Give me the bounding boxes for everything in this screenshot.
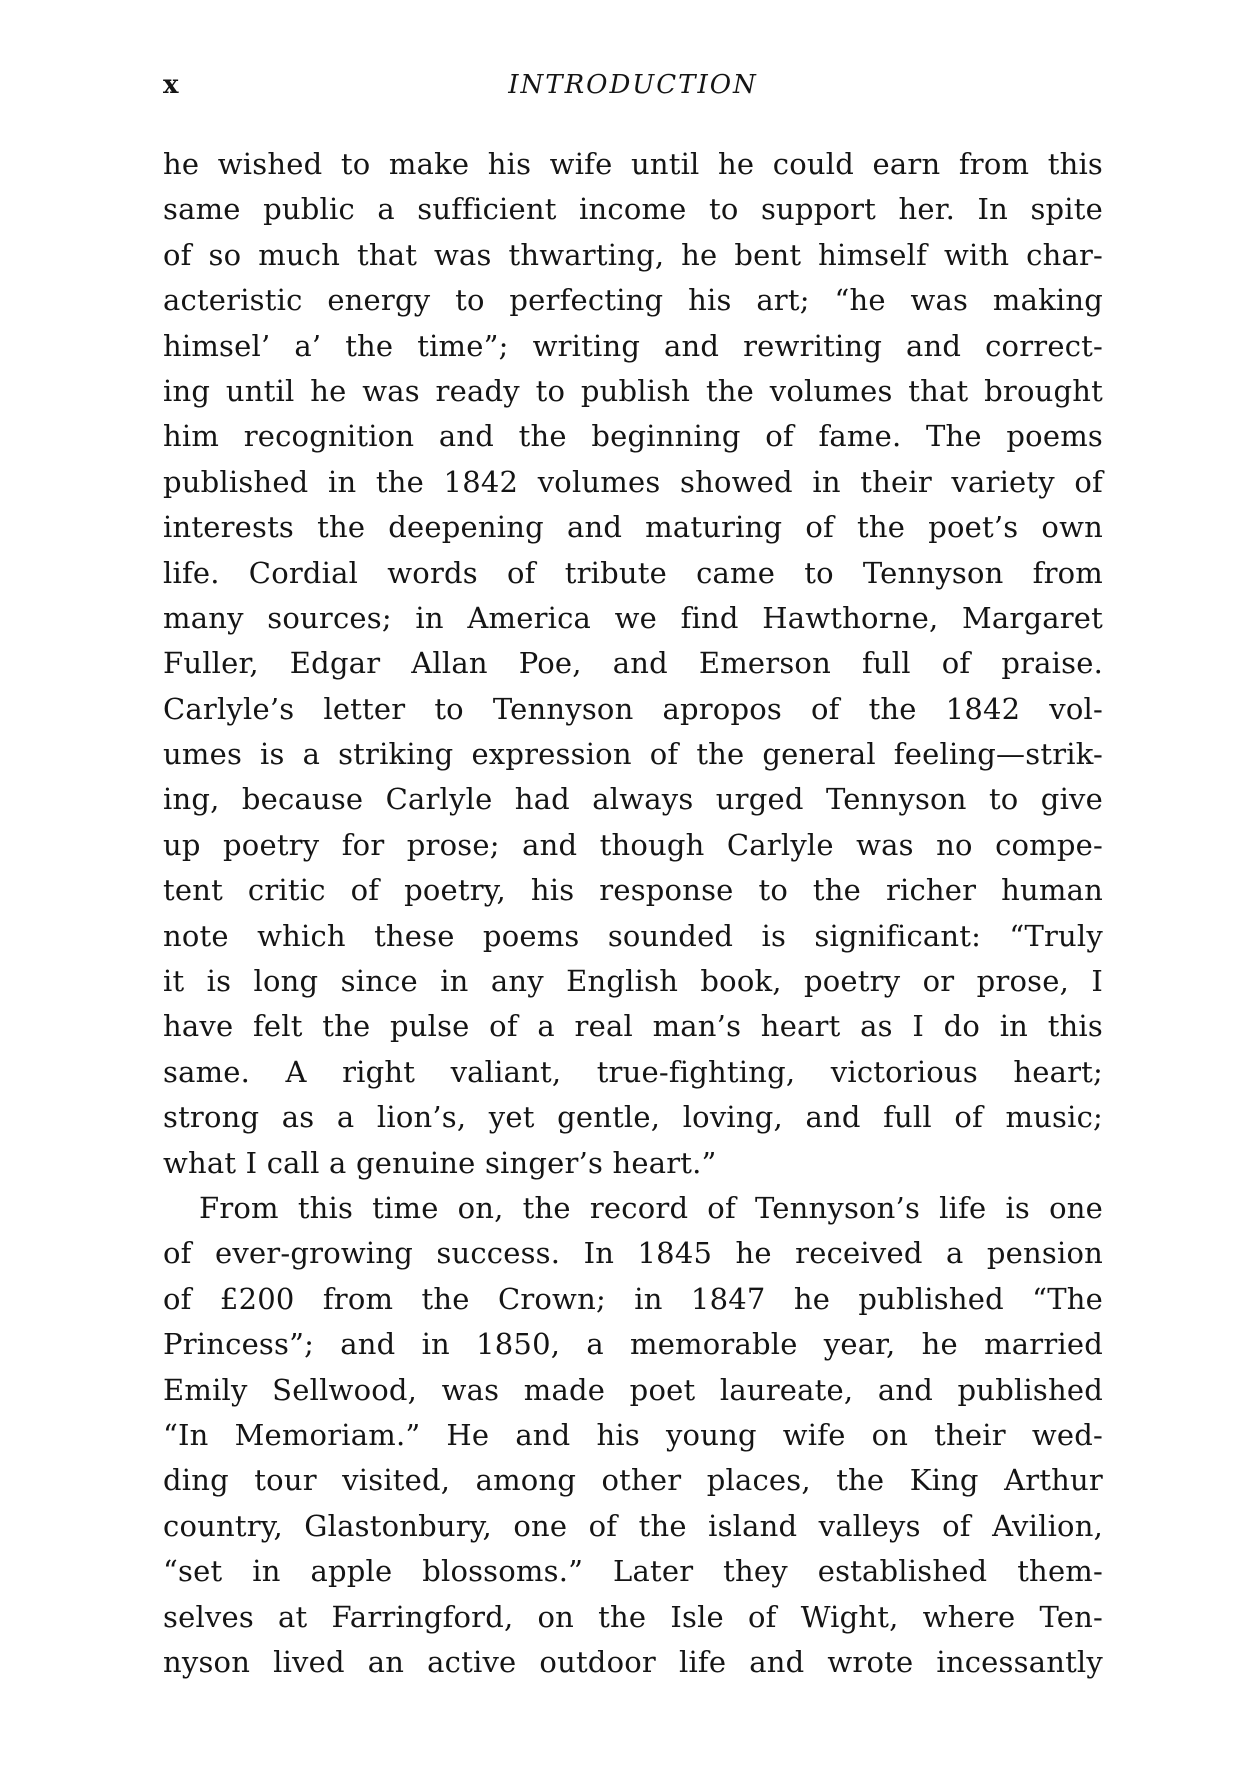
text-line: Emily Sellwood, was made poet laureate, and published bbox=[163, 1372, 1103, 1407]
text-line: life. Cordial words of tribute came to Tennyson from bbox=[163, 555, 1103, 590]
text-line: up poetry for prose; and though Carlyle was no compe- bbox=[163, 827, 1103, 862]
text-line: Carlyle’s letter to Tennyson apropos of the 1842 vol- bbox=[163, 691, 1103, 726]
text-line: acteristic energy to perfecting his art; “he was making bbox=[163, 283, 1103, 318]
text-line: of £200 from the Crown; in 1847 he published “The bbox=[163, 1281, 1103, 1316]
text-line: of ever-growing success. In 1845 he received a pension bbox=[163, 1236, 1103, 1271]
text-line: note which these poems sounded is significant: “Truly bbox=[163, 918, 1103, 953]
text-line: selves at Farringford, on the Isle of Wight, where Ten- bbox=[163, 1599, 1103, 1634]
text-line: many sources; in America we find Hawthorne, Margaret bbox=[163, 600, 1103, 635]
text-line: same public a sufficient income to support her. In spite bbox=[163, 192, 1103, 227]
body-text bbox=[163, 142, 1103, 1685]
text-line: published in the 1842 volumes showed in their variety of bbox=[163, 464, 1103, 499]
text-line: he wished to make his wife until he could earn from this bbox=[163, 147, 1103, 181]
text-line: same. A right valiant, true-fighting, victorious heart; bbox=[163, 1054, 1103, 1089]
text-line: ing until he was ready to publish the volumes that brought bbox=[163, 373, 1103, 408]
text-line: country, Glastonbury, one of the island valleys of Avilion, bbox=[163, 1508, 1103, 1543]
running-head: INTRODUCTION bbox=[508, 70, 758, 100]
page-header bbox=[163, 64, 1103, 106]
text-line: of so much that was thwarting, he bent himself with char- bbox=[163, 237, 1103, 272]
text-line: ing, because Carlyle had always urged Tennyson to give bbox=[163, 782, 1103, 817]
text-line: umes is a striking expression of the general feeling—strik- bbox=[163, 737, 1103, 772]
text-line: have felt the pulse of a real man’s heart as I do in this bbox=[163, 1009, 1103, 1044]
text-line: strong as a lion’s, yet gentle, loving, and full of music; bbox=[163, 1100, 1103, 1135]
text-line: “In Memoriam.” He and his young wife on their wed- bbox=[163, 1417, 1103, 1452]
text-line: it is long since in any English book, poetry or prose, I bbox=[163, 964, 1103, 999]
text-line: him recognition and the beginning of fame. The poems bbox=[163, 419, 1103, 454]
text-line: Fuller, Edgar Allan Poe, and Emerson full of praise. bbox=[163, 646, 1103, 681]
text-line: “set in apple blossoms.” Later they established them- bbox=[163, 1554, 1103, 1589]
page-number: x bbox=[163, 70, 179, 100]
text-line: ding tour visited, among other places, the King Arthur bbox=[163, 1463, 1103, 1498]
text-line: nyson lived an active outdoor life and wrote incessantly bbox=[163, 1644, 1103, 1679]
text-line: interests the deepening and maturing of the poet’s own bbox=[163, 510, 1103, 545]
text-line: himsel’ a’ the time”; writing and rewriting and correct- bbox=[163, 328, 1103, 363]
paragraph-start-line: From this time on, the record of Tennyson’s life is one bbox=[199, 1190, 1103, 1225]
text-line: tent critic of poetry, his response to the richer human bbox=[163, 873, 1103, 908]
text-line: Princess”; and in 1850, a memorable year, he married bbox=[163, 1327, 1103, 1362]
paragraph-end-line: what I call a genuine singer’s heart.” bbox=[163, 1145, 717, 1180]
